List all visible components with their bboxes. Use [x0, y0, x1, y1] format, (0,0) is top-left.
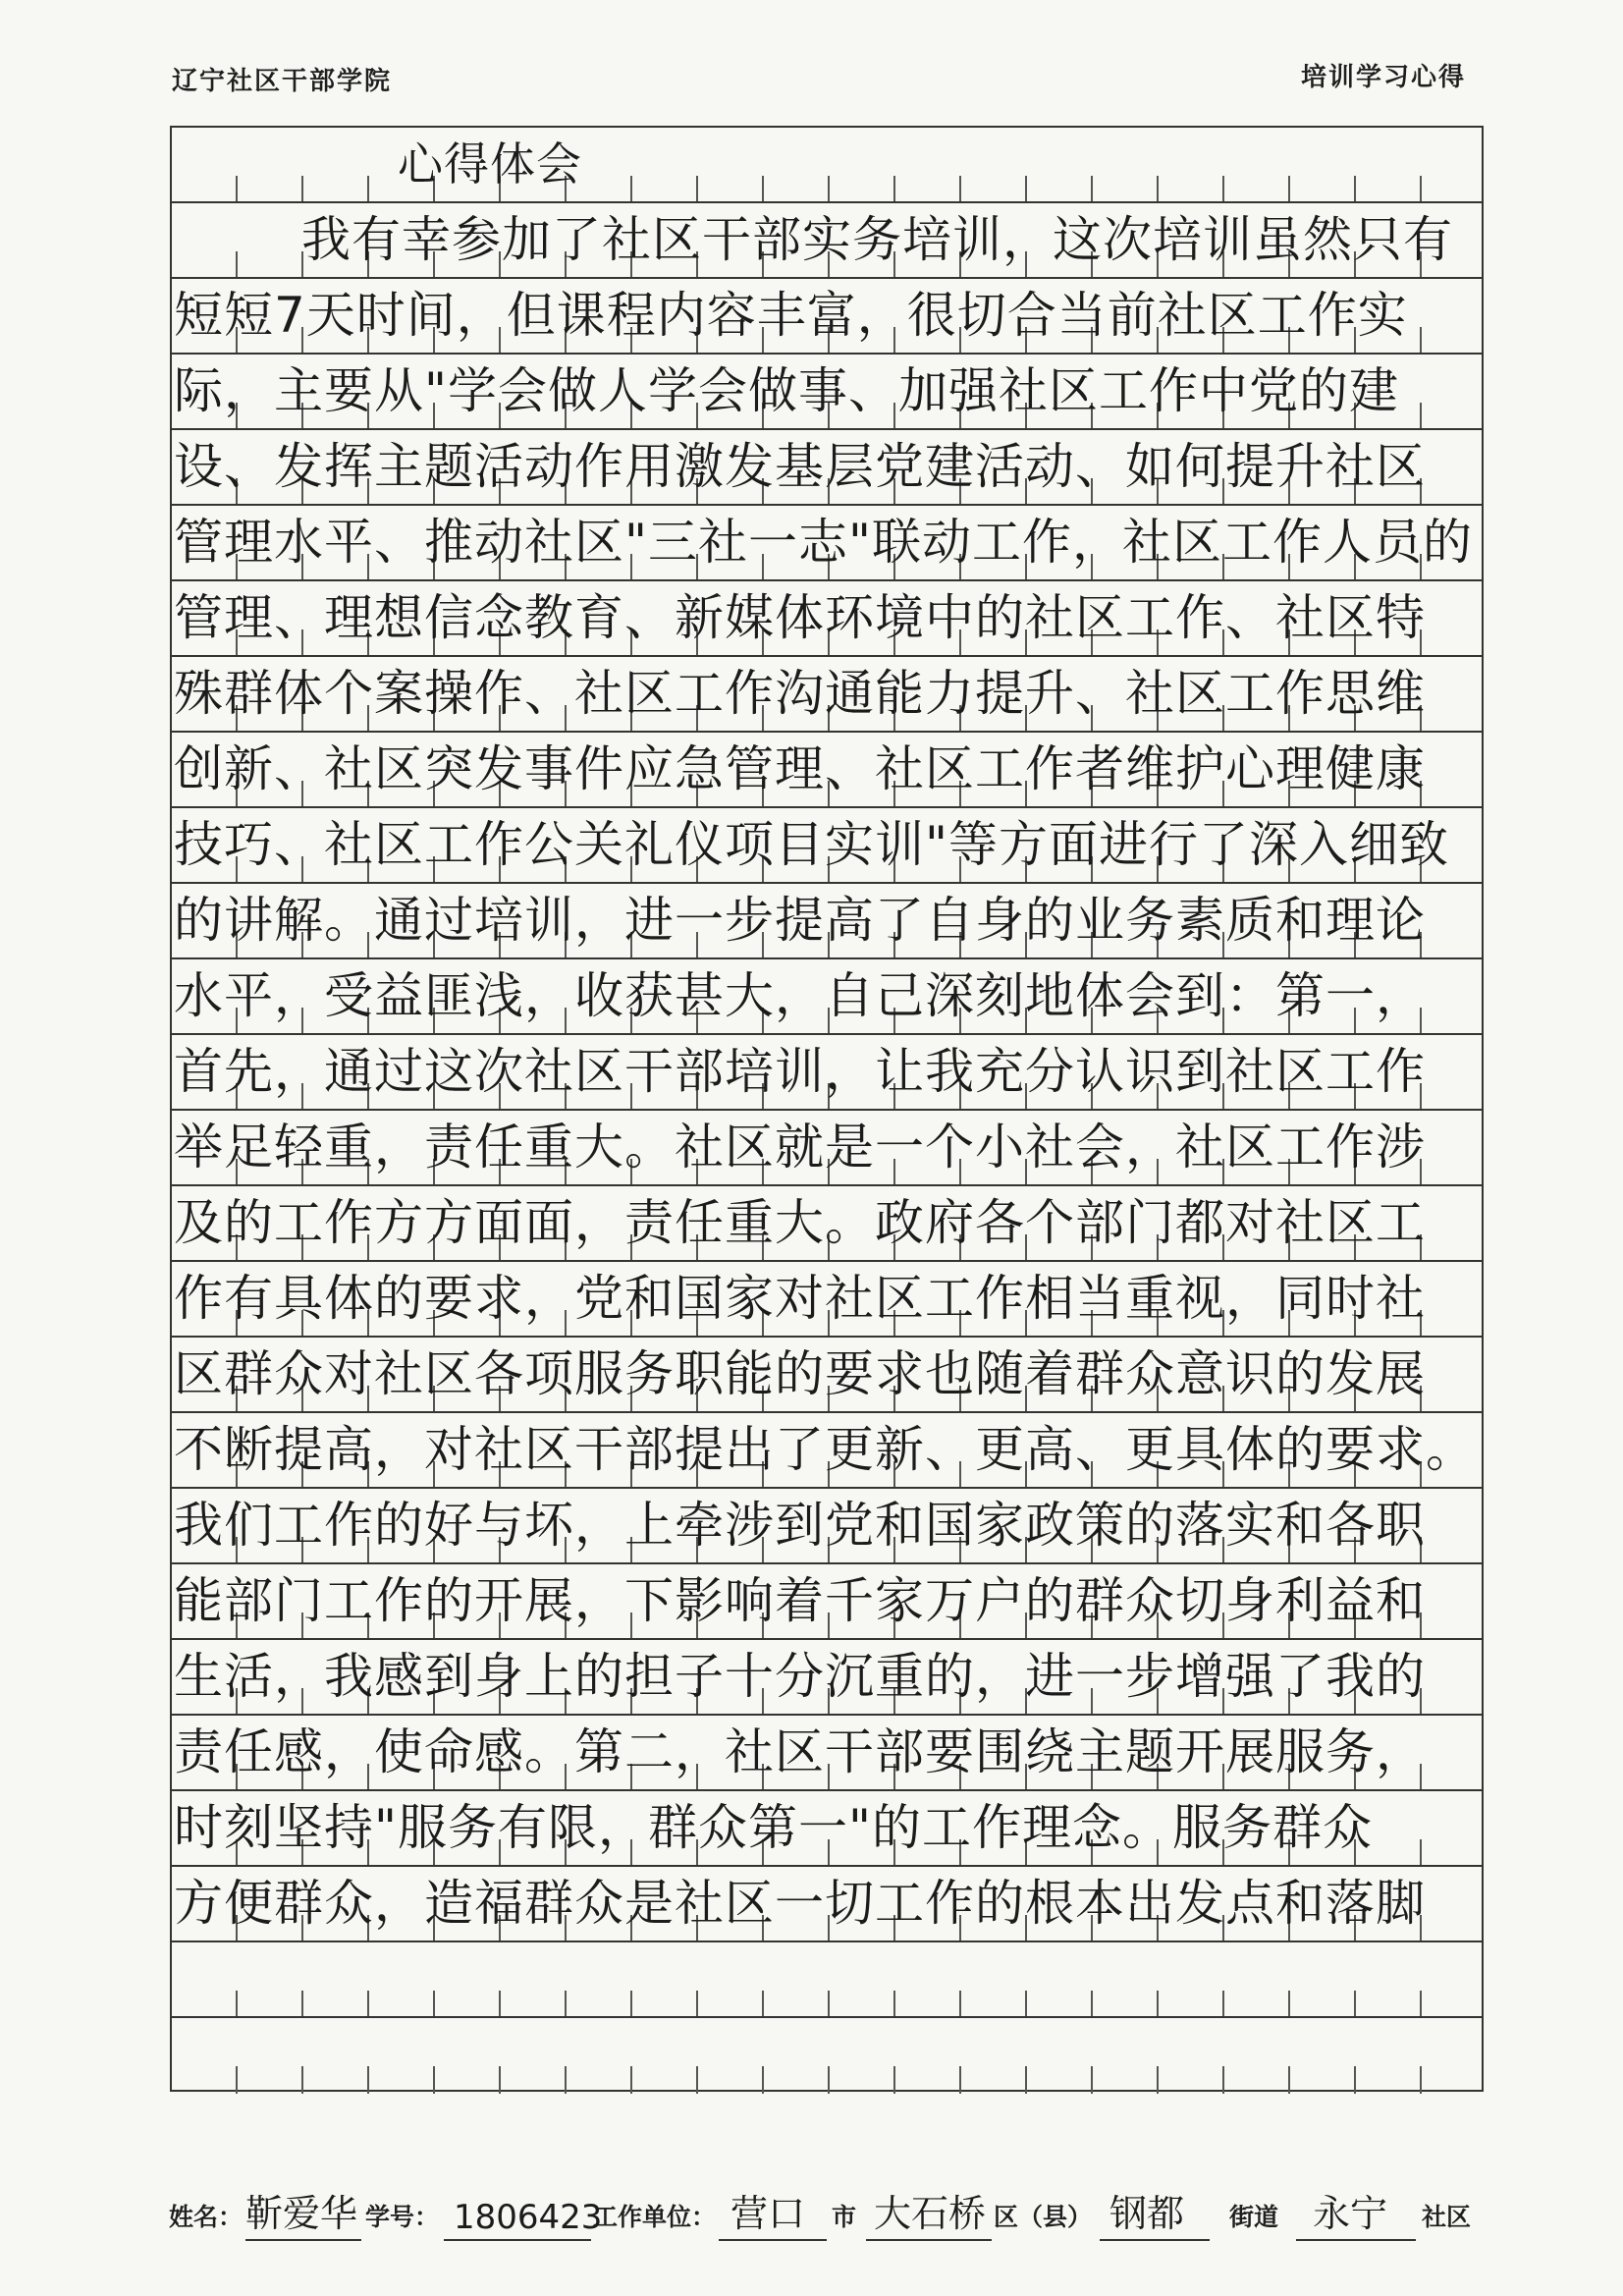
text-line: 殊群体个案操作、社区工作沟通能力提升、社区工作思维: [174, 665, 1426, 722]
city-label: 市: [832, 2203, 857, 2231]
grid-row: [172, 1640, 1482, 1716]
text-line: 管理水平、推动社区"三社一志"联动工作，社区工作人员的: [174, 514, 1473, 571]
grid-row: [172, 1111, 1482, 1186]
grid-row: [172, 581, 1482, 657]
document-type: 培训学习心得: [1300, 63, 1466, 92]
writing-grid: [170, 126, 1484, 2092]
community-label: 社区: [1422, 2203, 1472, 2231]
street-value: 钢都: [1109, 2192, 1185, 2235]
text-line: 技巧、社区工作公关礼仪项目实训"等方面进行了深入细致: [174, 816, 1449, 873]
grid-row: [172, 808, 1482, 884]
text-line: 短短7天时间，但课程内容丰富，很切合当前社区工作实: [174, 287, 1408, 344]
city-value: 营口: [730, 2192, 806, 2235]
text-line: 举足轻重，责任重大。社区就是一个小社会，社区工作涉: [174, 1119, 1426, 1175]
text-line: 管理、理想信念教育、新媒体环境中的社区工作、社区特: [174, 589, 1426, 646]
text-line: 区群众对社区各项服务职能的要求也随着群众意识的发展: [174, 1345, 1426, 1402]
community-value: 永宁: [1313, 2192, 1388, 2235]
grid-row: [172, 1867, 1482, 1942]
text-line: 水平，受益匪浅，收获甚大，自己深刻地体会到：第一，: [174, 967, 1426, 1024]
district-underline: [866, 2239, 992, 2241]
grid-row: [172, 959, 1482, 1035]
grid-row: [172, 1489, 1482, 1564]
text-line: 设、发挥主题活动作用激发基层党建活动、如何提升社区: [174, 438, 1426, 495]
grid-row-title: [172, 128, 1482, 203]
city-underline: [719, 2239, 827, 2241]
signature-footer: [169, 2188, 1485, 2247]
grid-row: [172, 1338, 1482, 1413]
text-line: 责任感，使命感。第二，社区干部要围绕主题开展服务，: [174, 1723, 1426, 1780]
text-line: 及的工作方方面面，责任重大。政府各个部门都对社区工: [174, 1194, 1426, 1251]
name-value: 靳爱华: [245, 2192, 358, 2235]
text-line: 我们工作的好与坏，上牵涉到党和国家政策的落实和各职: [174, 1497, 1426, 1554]
student-no-label: 学号：: [365, 2203, 440, 2231]
grid-row: [172, 2018, 1482, 2094]
text-line: 创新、社区突发事件应急管理、社区工作者维护心理健康: [174, 740, 1426, 797]
grid-row: [172, 1791, 1482, 1867]
grid-row: [172, 657, 1482, 733]
grid-row: [172, 430, 1482, 506]
grid-row: [172, 203, 1482, 279]
page-title: 心得体会: [398, 137, 582, 191]
name-underline: [245, 2239, 361, 2241]
name-label: 姓名：: [169, 2203, 243, 2231]
grid-row: [172, 733, 1482, 808]
grid-row: [172, 506, 1482, 581]
text-line: 能部门工作的开展，下影响着千家万户的群众切身利益和: [174, 1572, 1426, 1629]
grid-row: [172, 1716, 1482, 1791]
text-line: 的讲解。通过培训，进一步提高了自身的业务素质和理论: [174, 892, 1426, 949]
grid-row: [172, 355, 1482, 430]
grid-row: [172, 1186, 1482, 1262]
grid-row: [172, 1564, 1482, 1640]
grid-row: [172, 279, 1482, 355]
text-line: 方便群众，造福群众是社区一切工作的根本出发点和落脚: [174, 1875, 1426, 1932]
district-label: 区（县）: [994, 2203, 1093, 2231]
text-line: 首先，通过这次社区干部培训，让我充分认识到社区工作: [174, 1043, 1426, 1100]
text-line: 作有具体的要求，党和国家对社区工作相当重视，同时社: [174, 1270, 1426, 1327]
street-underline: [1100, 2239, 1210, 2241]
text-line: 际，主要从"学会做人学会做事、加强社区工作中党的建: [174, 362, 1399, 419]
institute-name: 辽宁社区干部学院: [172, 67, 393, 96]
grid-row: [172, 1035, 1482, 1111]
grid-row: [172, 884, 1482, 959]
student-no-value: 1806423: [454, 2198, 603, 2237]
text-line: 我有幸参加了社区干部实务培训，这次培训虽然只有: [301, 211, 1453, 268]
text-line: 时刻坚持"服务有限，群众第一"的工作理念。服务群众: [174, 1799, 1373, 1856]
text-line: 生活，我感到身上的担子十分沉重的，进一步增强了我的: [174, 1648, 1426, 1705]
community-underline: [1296, 2239, 1416, 2241]
text-line: 不断提高，对社区干部提出了更新、更高、更具体的要求。: [174, 1421, 1476, 1478]
grid-row: [172, 1262, 1482, 1338]
grid-row: [172, 1413, 1482, 1489]
district-value: 大石桥: [874, 2192, 987, 2235]
student-no-underline: [444, 2239, 591, 2241]
work-unit-label: 工作单位：: [593, 2203, 717, 2231]
street-label: 街道: [1229, 2203, 1279, 2231]
grid-row: [172, 1942, 1482, 2018]
